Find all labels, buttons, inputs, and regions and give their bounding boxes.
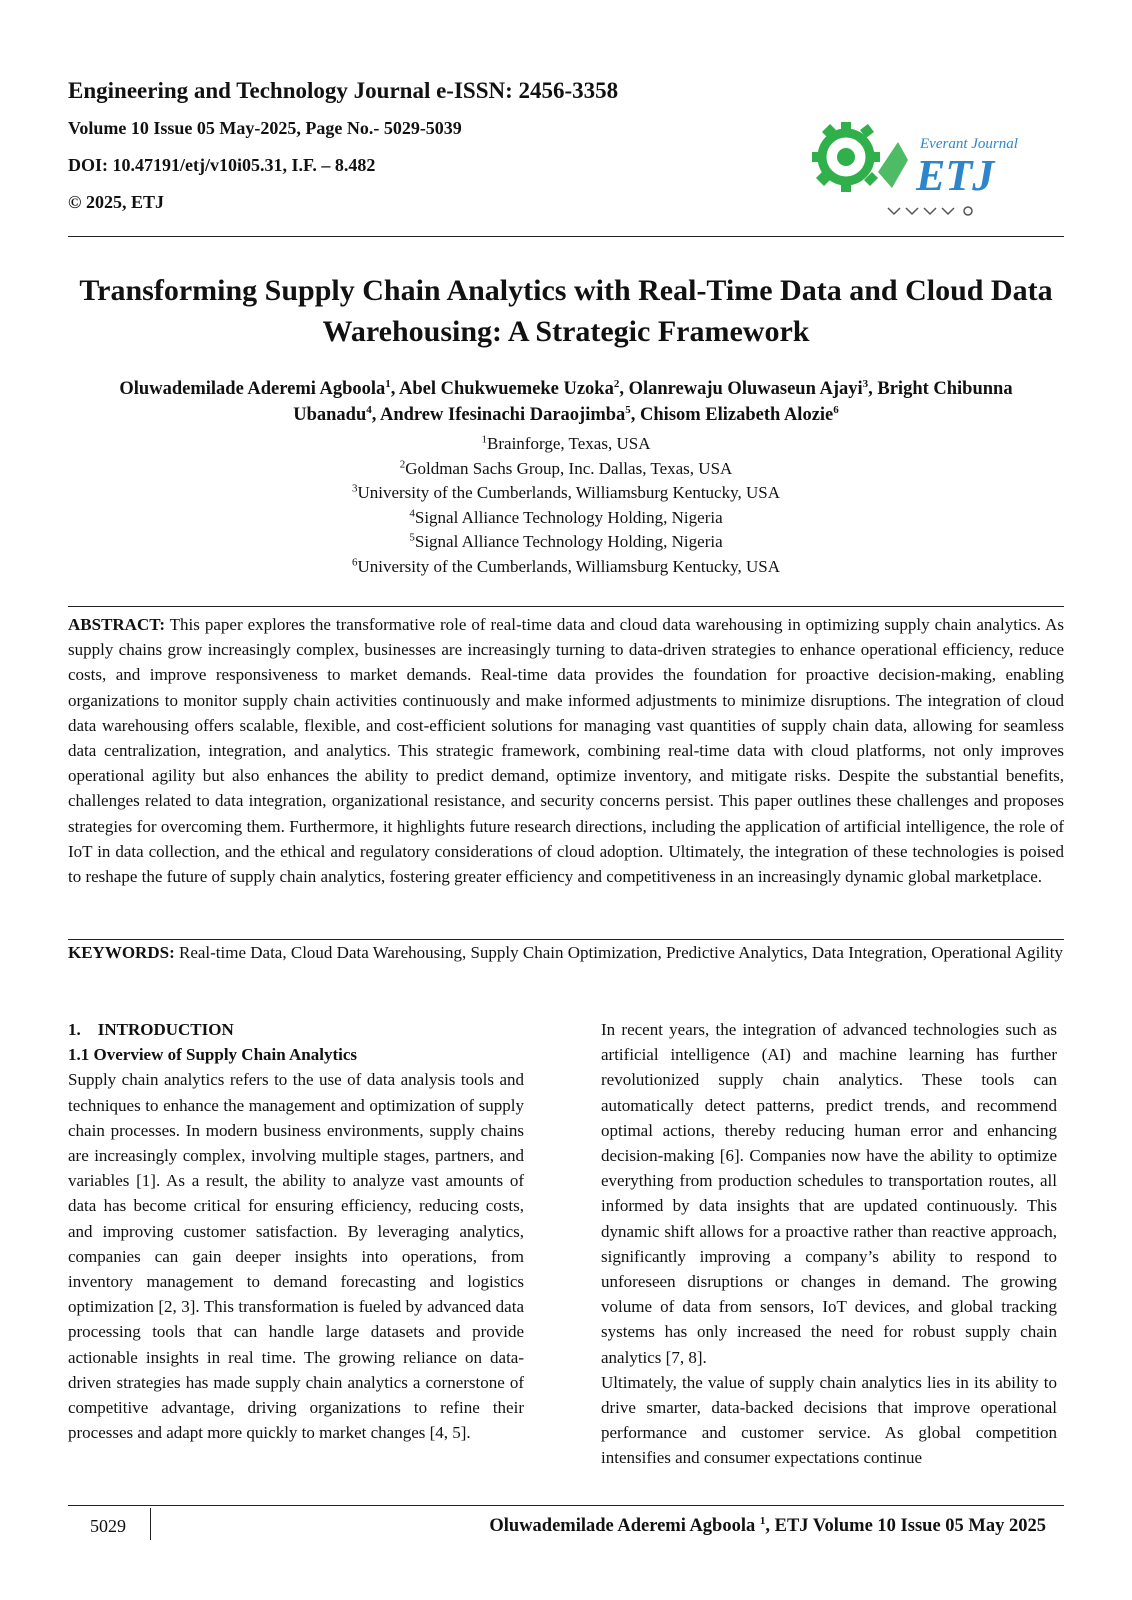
affiliation: $^1$Brainforge, Texas, USA bbox=[481, 433, 651, 453]
subsection-heading: 1.1 Overview of Supply Chain Analytics bbox=[68, 1045, 358, 1065]
abstract-top-rule bbox=[68, 606, 1064, 607]
abstract-text: This paper explores the transformative role of real-time data and cloud data warehousing in optimizing supply chain analytics. As supply chains grow increasingly complex, businesses are increasingly turning to data-driven strategies to enhance operational efficiency, reduce costs, and improve responsiveness to market demands. Real-time data provides the foundation for proactive decision-making, enabling organizations to monitor supply chain activities continuously and make informed adjustments to minimize disruptions. The integration of cloud data warehousing offers scalable, flexible, and cost-efficient solutions for managing vast quantities of supply chain data, allowing for seamless data centralization, integration, and analytics. This strategic framework, combining real-time data with cloud platforms, not only improves operational agility but also enhances the ability to predict demand, optimize inventory, and mitigate risks. Despite the substantial benefits, challenges related to data integration, organizational resistance, and security concerns persist. This paper outlines these challenges and proposes strategies for overcoming them. Furthermore, it highlights future research directions, including the application of artificial intelligence, the role of IoT in data collection, and the ethical and regulatory considerations of cloud adoption. Ultimately, the integration of these technologies is poised to reshape the future of supply chain analytics, fostering greater efficiency and competitiveness in an increasingly dynamic global marketplace. bbox=[68, 615, 1064, 887]
affiliation-list bbox=[80, 432, 1052, 580]
footer-rule bbox=[68, 1505, 1064, 1506]
page-number: 5029 bbox=[90, 1516, 126, 1536]
right-column bbox=[601, 1017, 1057, 1471]
affiliation: $^5$Signal Alliance Technology Holding, Nigeria bbox=[409, 531, 723, 552]
keywords bbox=[68, 940, 1064, 965]
author: Olanrewaju Oluwaseun Ajayi$^3$, bbox=[628, 377, 878, 399]
logo-subtext: Everant Journal bbox=[920, 136, 1018, 152]
journal-header bbox=[68, 78, 708, 229]
paper-title: Transforming Supply Chain Analytics with Real-Time Data and Cloud Data Warehousing: A Strategic Framework bbox=[79, 274, 1053, 348]
page-footer bbox=[0, 1508, 1132, 1548]
etj-logo bbox=[808, 112, 1018, 222]
body-paragraph: Ultimately, the value of supply chain analytics lies in its ability to drive smarter, data-backed decisions that improve operational performance and customer service. As global competition intensifies and consumer expectations continue bbox=[601, 1372, 1057, 1468]
affiliation: $^2$Goldman Sachs Group, Inc. Dallas, Texas, USA bbox=[399, 457, 733, 478]
section-heading: 1. INTRODUCTION bbox=[68, 1020, 234, 1039]
author-list bbox=[80, 376, 1052, 428]
copyright: © 2025, ETJ bbox=[68, 192, 164, 212]
doi-info: DOI: 10.47191/etj/v10i05.31, I.F. – 8.482 bbox=[68, 155, 376, 175]
author: Chisom Elizabeth Alozie$^6$ bbox=[640, 403, 839, 425]
footer-citation: Oluwademilade Aderemi Agboola $^1$, ETJ Volume 10 Issue 05 May 2025 bbox=[489, 1514, 1046, 1536]
keywords-text: Real-time Data, Cloud Data Warehousing, Supply Chain Optimization, Predictive Analytics, Data Integration, Operational Agility bbox=[178, 943, 1064, 962]
abstract bbox=[68, 612, 1064, 889]
gear-icon bbox=[812, 122, 880, 192]
author: Oluwademilade Aderemi Agboola$^1$, bbox=[119, 377, 400, 399]
left-column bbox=[68, 1017, 524, 1445]
keywords-label: KEYWORDS: bbox=[68, 943, 175, 962]
header-rule bbox=[68, 236, 1064, 237]
abstract-label: ABSTRACT: bbox=[68, 615, 165, 634]
author: Andrew Ifesinachi Daraojimba$^5$, bbox=[379, 403, 641, 425]
affiliation: $^4$Signal Alliance Technology Holding, Nigeria bbox=[409, 507, 723, 527]
logo-text: ETJ bbox=[916, 151, 995, 200]
body-paragraph: In recent years, the integration of advanced technologies such as artificial intelligence (AI) and machine learning has further revolutionized supply chain analytics. These tools can automatically detect patterns, predict trends, and recommend optimal actions, thereby reducing human error and enhancing decision-making [6]. Companies now have the ability to optimize everything from production schedules to transportation routes, all informed by data insights that are updated continuously. This dynamic shift allows for a proactive rather than reactive approach, significantly improving a company’s ability to respond to unforeseen disruptions or changes in demand. The growing volume of data from sensors, IoT devices, and global tracking systems has only increased the need for robust supply chain analytics [7, 8]. bbox=[601, 1020, 1057, 1367]
author: Abel Chukwuemeke Uzoka$^2$, bbox=[399, 377, 629, 399]
footer-divider bbox=[150, 1508, 151, 1540]
journal-name: Engineering and Technology Journal e-ISSN: 2456-3358 bbox=[68, 78, 619, 103]
volume-info: Volume 10 Issue 05 May-2025, Page No.- 5029-5039 bbox=[68, 118, 462, 138]
affiliation: $^3$University of the Cumberlands, Williamsburg Kentucky, USA bbox=[351, 482, 781, 503]
affiliation: $^6$University of the Cumberlands, Williamsburg Kentucky, USA bbox=[351, 556, 781, 576]
author: Bright Chibunna Ubanadu$^4$, bbox=[293, 379, 1013, 425]
body-paragraph: Supply chain analytics refers to the use of data analysis tools and techniques to enhance the management and optimization of supply chain processes. In modern business environments, supply chains are increasingly complex, involving multiple stages, partners, and variables [1]. As a result, the ability to analyze vast amounts of data has become critical for ensuring efficiency, reducing costs, and improving customer satisfaction. By leveraging analytics, companies can gain deeper insights into operations, from inventory management to demand forecasting and logistics optimization [2, 3]. This transformation is fueled by advanced data processing tools that can handle large datasets and provide actionable insights in real time. The growing reliance on data-driven strategies has made supply chain analytics a cornerstone of competitive advantage, driving organizations to refine their processes and adapt more quickly to market changes [4, 5]. bbox=[68, 1070, 524, 1443]
